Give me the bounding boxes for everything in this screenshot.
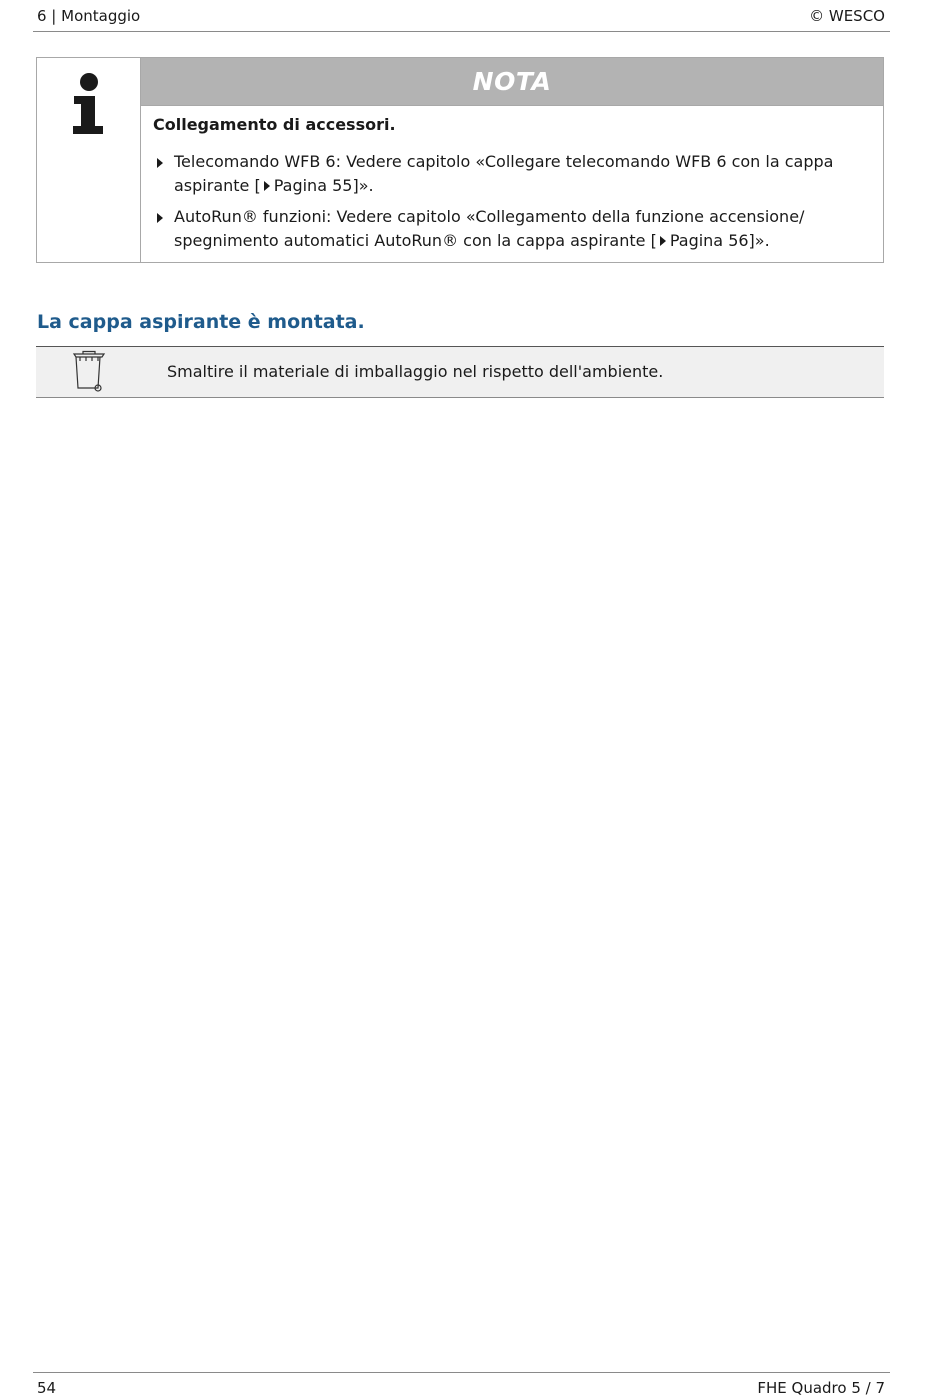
- header-section: 6 | Montaggio: [37, 7, 141, 25]
- waste-bin-icon: [70, 350, 108, 394]
- list-item: [157, 150, 847, 198]
- disposal-text: Smaltire il materiale di imballaggio nel rispetto dell'ambiente.: [167, 362, 664, 381]
- footer-product: FHE Quadro 5 / 7: [757, 1379, 885, 1397]
- note-list: [157, 150, 847, 260]
- list-item: [157, 205, 847, 253]
- note-icon-cell: [37, 58, 141, 262]
- list-item-text: AutoRun® funzioni: Vedere capitolo «Collegamento della funzione accensione/ spegnimento automatici AutoRun® con la cappa aspirante [: [174, 207, 805, 250]
- bullet-arrow-icon: [157, 213, 163, 223]
- bullet-arrow-icon: [157, 158, 163, 168]
- footer-divider: [33, 1372, 890, 1373]
- header-copyright: © WESCO: [809, 7, 885, 25]
- note-content: [141, 58, 883, 262]
- section-heading: La cappa aspirante è montata.: [37, 311, 365, 333]
- page-ref-arrow-icon: [264, 181, 270, 191]
- page-reference-link[interactable]: Pagina 55]».: [273, 176, 374, 195]
- header-divider: [33, 31, 890, 32]
- disposal-notice: [36, 346, 884, 398]
- note-subtitle: Collegamento di accessori.: [153, 115, 396, 134]
- info-icon: [70, 71, 106, 135]
- page-ref-arrow-icon: [660, 236, 666, 246]
- page-number: 54: [37, 1379, 57, 1397]
- list-item-text: Telecomando WFB 6: Vedere capitolo «Collegare telecomando WFB 6 con la cappa aspirante [: [174, 152, 834, 195]
- note-title: NOTA: [141, 58, 883, 106]
- page-reference-link[interactable]: Pagina 56]».: [669, 231, 770, 250]
- note-box: [36, 57, 884, 263]
